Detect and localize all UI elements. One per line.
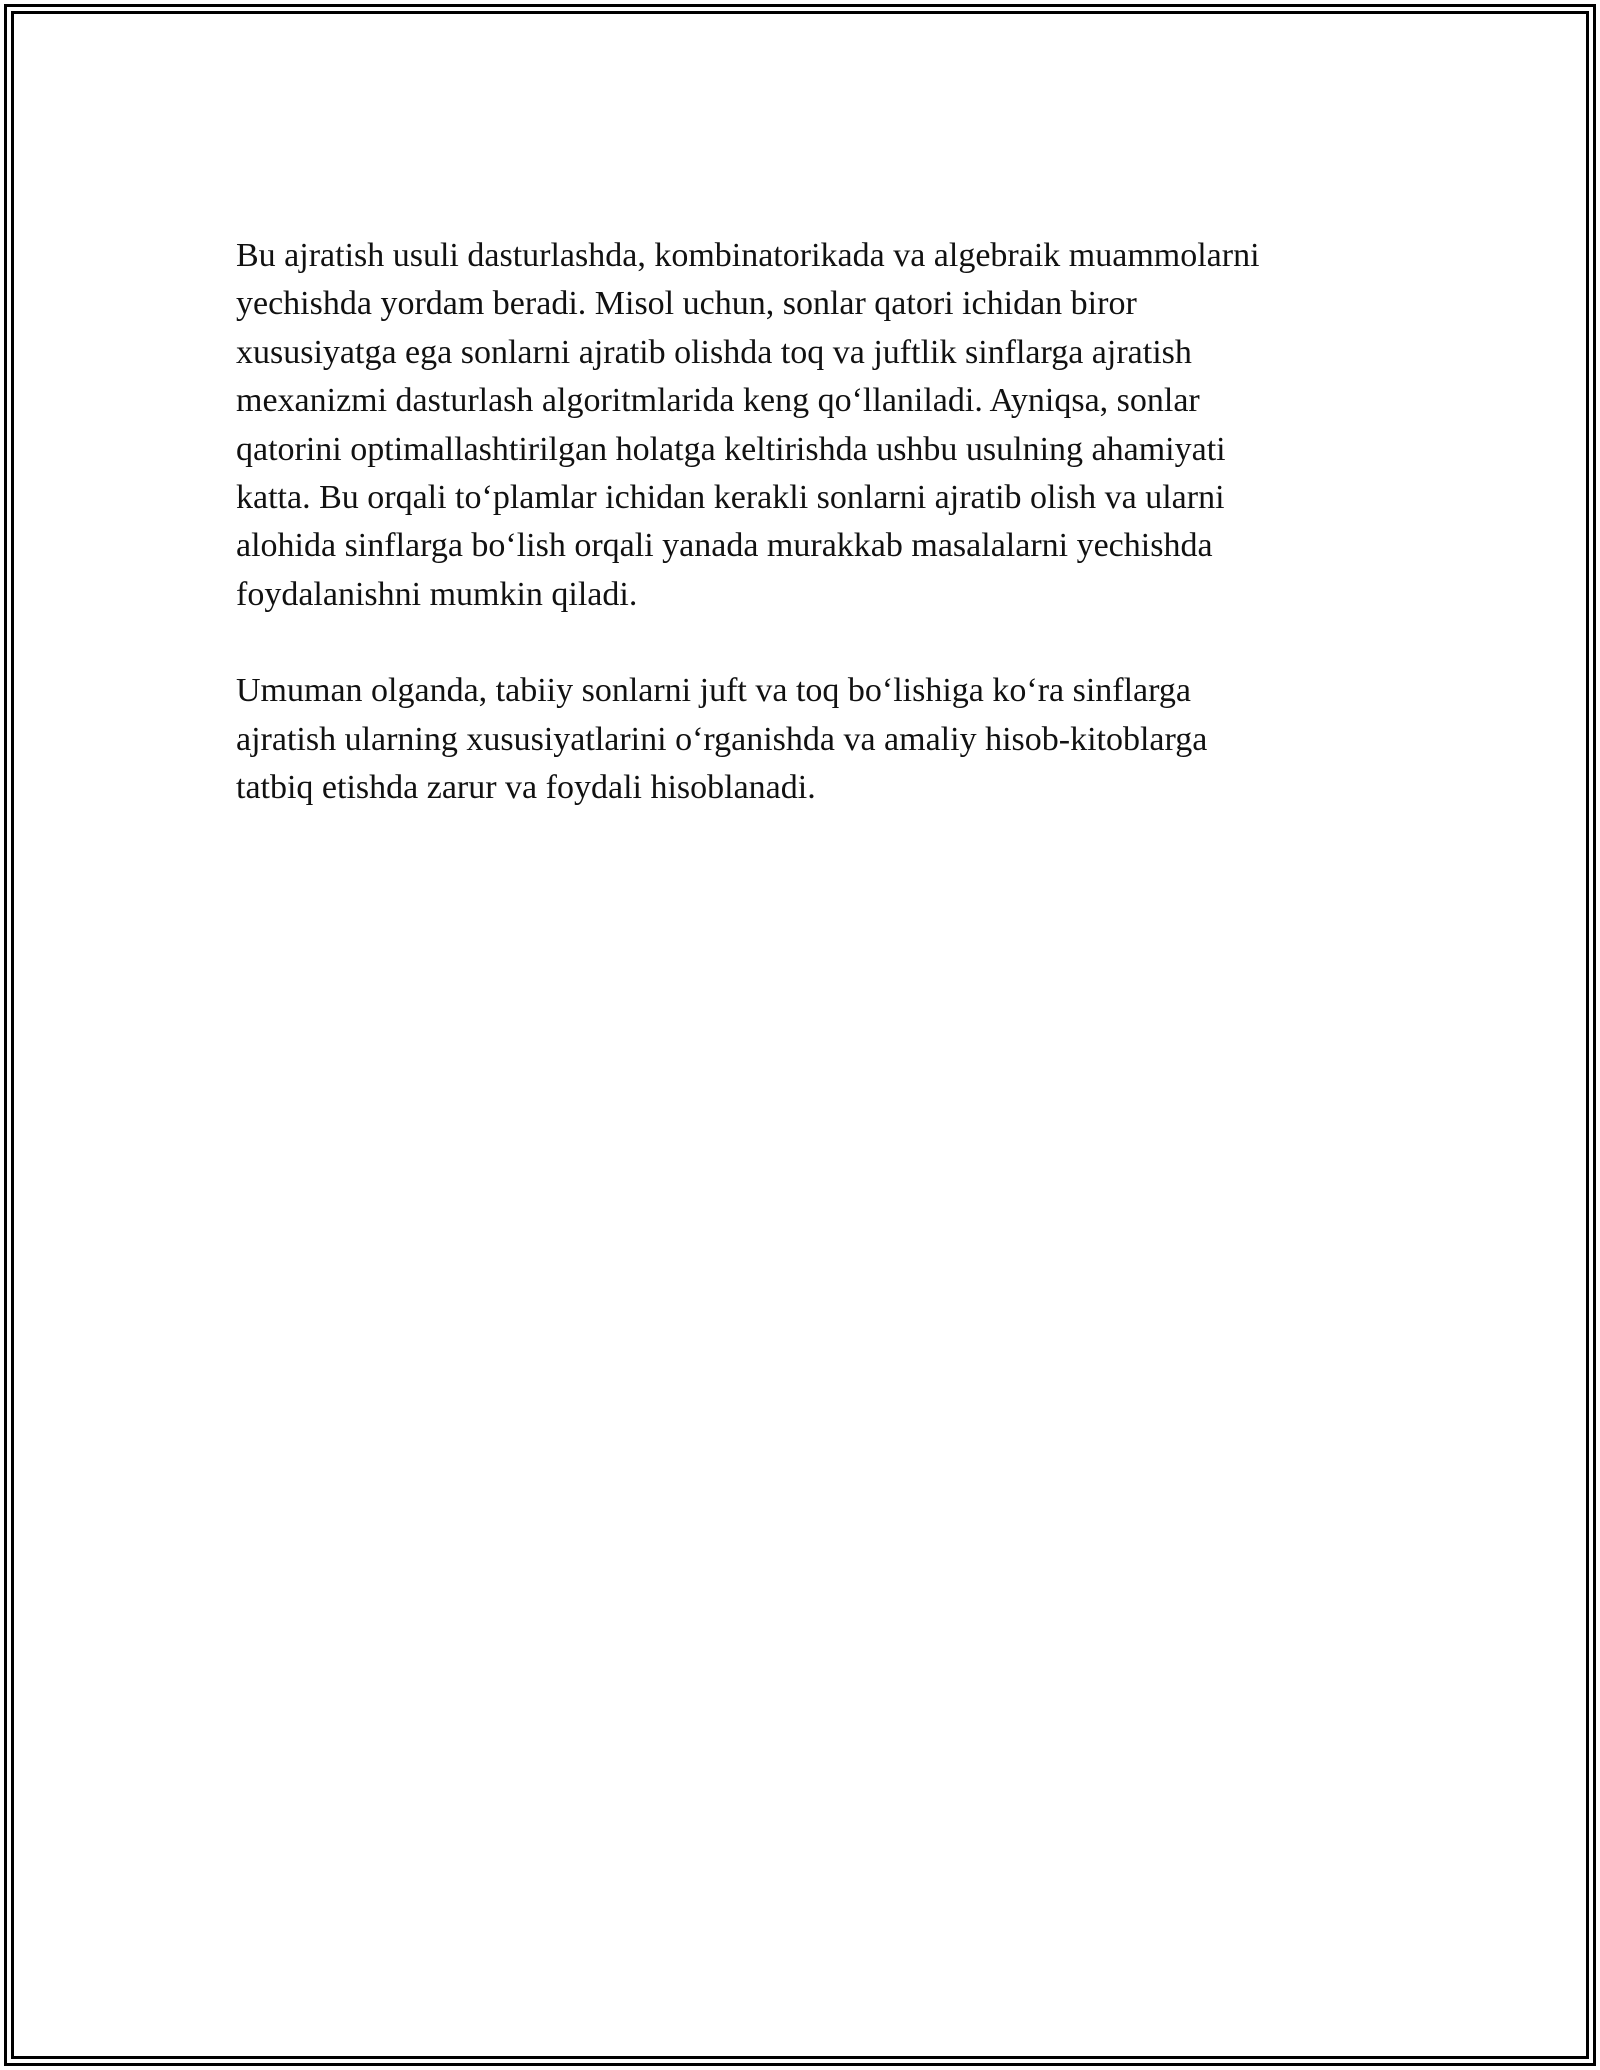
paragraph-2: Umuman olganda, tabiiy sonlarni juft va toq bo‘lishiga ko‘ra sinflarga ajratish ularning xususiyatlarini o‘rganishda va amaliy hisob-kitoblarga tatbiq etishda zarur va foydali hisoblanadi. bbox=[236, 672, 1208, 807]
document-body bbox=[236, 232, 1366, 812]
paragraph-1: Bu ajratish usuli dasturlashda, kombinatorikada va algebraik muammolarni yechishda yordam beradi. Misol uchun, sonlar qatori ichidan biror xususiyatga ega sonlarni ajratib olishda toq va juftlik sinflarga ajratish mexanizmi dasturlash algoritmlarida keng qo‘llaniladi. Ayniqsa, sonlar qatorini optimallashtirilgan holatga keltirishda ushbu usulning ahamiyati katta. Bu orqali to‘plamlar ichidan kerakli sonlarni ajratib olish va ularni alohida sinflarga bo‘lish orqali yanada murakkab masalalarni yechishda foydalanishni mumkin qiladi. bbox=[236, 237, 1260, 613]
